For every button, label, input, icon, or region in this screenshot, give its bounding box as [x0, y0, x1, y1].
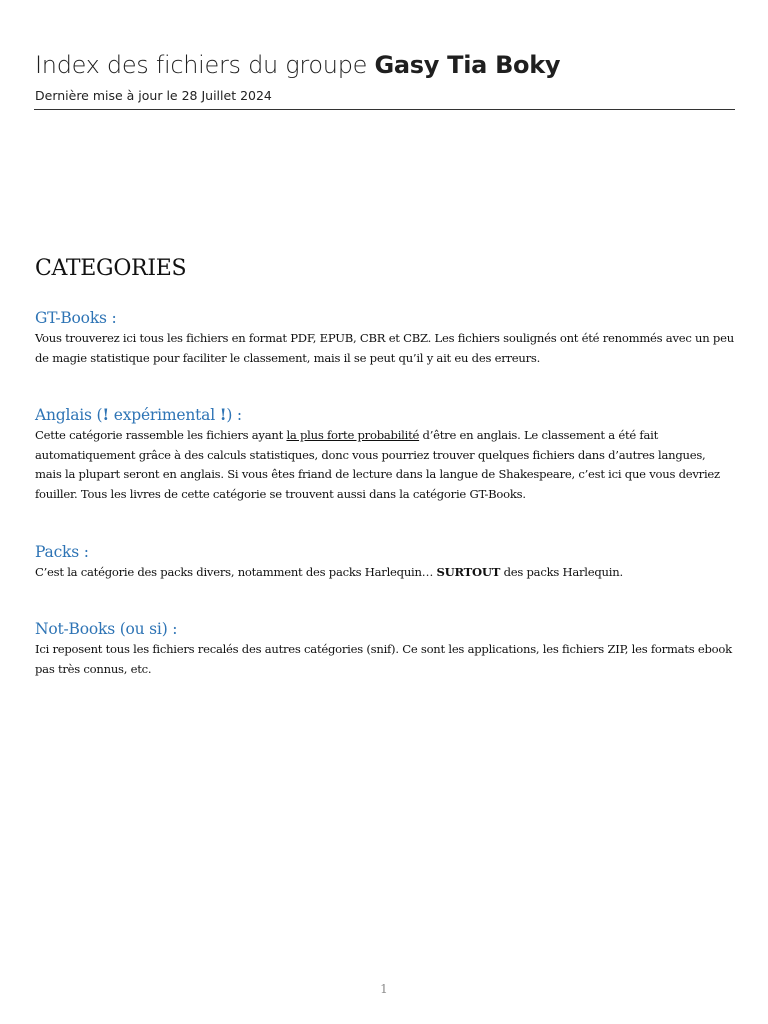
body-text: des packs Harlequin.	[500, 564, 623, 579]
body-text: d’être en anglais. Le classement a été fait automatiquement grâce à des calculs statistiques, donc vous pourriez trouver quelques fichiers dans d’autres langues, mais la plupart seront en anglais. Si vous êtes friand de lecture dans la langue de Shakespeare, c’est ici que vous devriez fouiller. Tous les livres de cette catégorie se trouvent aussi dans la catégorie GT-Books.	[35, 428, 720, 501]
document-title	[35, 48, 735, 82]
title-prefix: Index des fichiers du groupe	[35, 51, 375, 79]
section-heading-not-books: Not-Books (ou si) :	[35, 620, 178, 639]
last-update-date: Dernière mise à jour le 28 Juillet 2024	[35, 88, 272, 103]
section-anglais	[35, 404, 735, 504]
section-body-packs	[35, 563, 735, 583]
underlined-text: la plus forte probabilité	[286, 428, 420, 443]
exclamation-mark: !	[219, 405, 227, 425]
section-body-anglais	[35, 426, 735, 504]
section-gt-books	[35, 307, 735, 368]
section-heading-gt-books: GT-Books :	[35, 309, 117, 327]
group-name: Gasy Tia Boky	[374, 51, 561, 79]
header-divider	[34, 109, 735, 110]
section-body-not-books: Ici reposent tous les fichiers recalés des autres catégories (snif). Ce sont les applications, les fichiers ZIP, les formats ebook pas très connus, etc.	[35, 642, 732, 676]
heading-text: ) :	[226, 406, 242, 425]
body-text: C’est la catégorie des packs divers, notamment des packs Harlequin…	[35, 564, 437, 579]
heading-text: expérimental	[109, 406, 220, 425]
body-text: Cette catégorie rassemble les fichiers ayant	[35, 428, 287, 443]
heading-text: Anglais (	[35, 406, 103, 425]
categories-heading: CATEGORIES	[35, 256, 187, 281]
document-header	[35, 48, 735, 105]
exclamation-mark: !	[102, 405, 109, 425]
section-heading-packs: Packs :	[35, 542, 89, 561]
section-packs	[35, 541, 735, 583]
bold-text: SURTOUT	[436, 564, 501, 579]
section-not-books	[35, 618, 735, 679]
section-body-gt-books: Vous trouverez ici tous les fichiers en format PDF, EPUB, CBR et CBZ. Les fichiers soulignés ont été renommés avec un peu de magie statistique pour faciliter le classement, mais il se peut qu’il y ait eu des erreurs.	[35, 331, 734, 365]
section-heading-anglais	[35, 404, 735, 426]
document-body	[35, 254, 735, 679]
page-number: 1	[380, 982, 388, 996]
